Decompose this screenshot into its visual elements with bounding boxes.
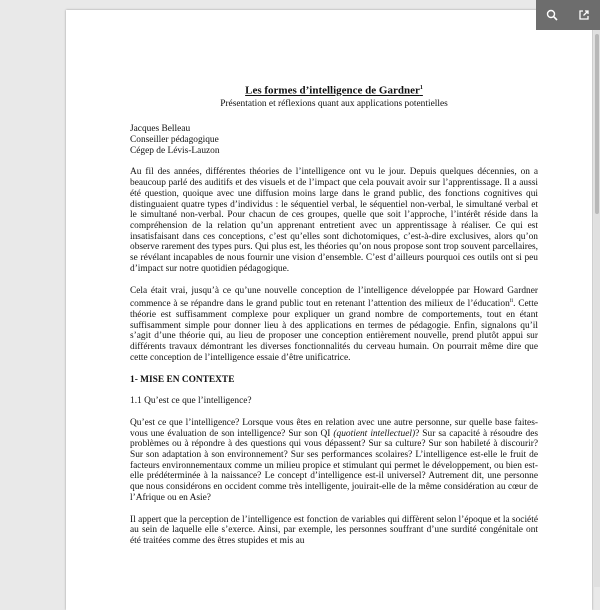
document-content [130,82,538,547]
paragraph-questions: Qu’est ce que l’intelligence? Lorsque vous êtes en relation avec une autre personne, sur quelle base faites-vous une évaluation de son intelligence? Sur son QI (quotient intellectuel)? Sur sa capacité à résoudre des problèmes ou à répondre à des questions qui vous dépassent? Sur sa culture? Sur son habileté à discourir? Sur son adaptation à son environnement? Sur ses performances scolaires? L’intelligence est-elle le fruit de facteurs environnementaux comme un milieu propice et stimulant qui permet le développement, ou bien est-elle prédéterminée à la naissance? Le concept d’intelligence est-il universel? Autrement dit, une personne que nous considérons en occident comme très intelligente, jouirait-elle de la même considération au cœur de l’Afrique ou en Asie? [130,417,539,503]
document-page [66,10,592,610]
footnote-marker[interactable]: ii [509,298,514,305]
title-footnote-marker[interactable]: 1 [419,85,423,91]
author-institution: Cégep de Lévis-Lauzon [130,145,220,156]
paragraph-perception: Il appert que la perception de l’intelligence est fonction de variables qui diffèrent selon l’époque et la société au sein de laquelle elle s’exerce. Ainsi, par exemple, les personnes souffrant d’une surdité congénitale ont été traitées comme des êtres stupides et mis au [130,514,538,546]
vertical-scrollbar[interactable] [594,30,600,587]
author-role: Conseiller pédagogique [130,135,219,146]
document-subtitle: Présentation et réflexions quant aux applications potentielles [220,98,448,109]
magnifier-icon[interactable] [542,5,562,25]
section-heading: 1- MISE EN CONTEXTE [130,374,235,385]
popout-icon[interactable] [574,5,594,25]
paragraph-intro: Au fil des années, différentes théories de l’intelligence ont vu le jour. Depuis quelques décennies, on a beaucoup parlé des auditifs et des visuels et de l’impact que cela pouvait avoir sur l’apprentissage. Il a aussi été question, quoique avec une diffusion moins large dans le grand public, des fonctions cognitives qui distinguaient quatre types d’individus : le séquentiel verbal, le séquentiel non-verbal, le simultané verbal et le simultané non-verbal. Pour chacun de ces groupes, quelle que soit l’approche, l’intérêt réside dans la compréhension de la relation qu’un apprenant entretient avec un apprentissage à réaliser. Ce qui est insatisfaisant dans ces conceptions, c’est qu’elles sont dichotomiques, c’est-à-dire exclusives, alors qu’on observe rarement des types purs. Qui plus est, les théories qu’on nous propose sont trop souvent parcellaires, se révélant incapables de nous fournir une vision d’ensemble. C’est d’ailleurs pourquoi ces outils ont si peu d’impact sur notre quotidien pédagogique. [130,167,538,274]
viewer-toolbar [536,0,600,30]
paragraph-gardner: Cela était vrai, jusqu’à ce qu’une nouvelle conception de l’intelligence développée par Howard Gardner commence à se répandre dans le grand public tout en retenant l’attention des milieux de l’éducation$^{ii}$. Cette théorie est suffisamment complexe pour expliquer un grand nombre de comportements, tout en étant suffisamment simple pour donner lieu à des applications en termes de pédagogie. Enfin, signalons qu’il s’agit d’une théorie qui, au lieu de proposer une conception entièrement nouvelle, prend plutôt appui sur différents travaux démontrant les diverses fonctionnalités du cerveau humain. On pourrait même dire que cette conception de l’intelligence essaie d’être unificatrice. [130,285,538,363]
author-block [130,124,538,156]
author-name: Jacques Belleau [130,124,191,135]
scrollbar-thumb[interactable] [595,34,599,214]
subsection-heading: 1.1 Qu’est ce que l’intelligence? [130,396,252,407]
document-title: Les formes d’intelligence de Gardner$^1$ [245,84,423,97]
